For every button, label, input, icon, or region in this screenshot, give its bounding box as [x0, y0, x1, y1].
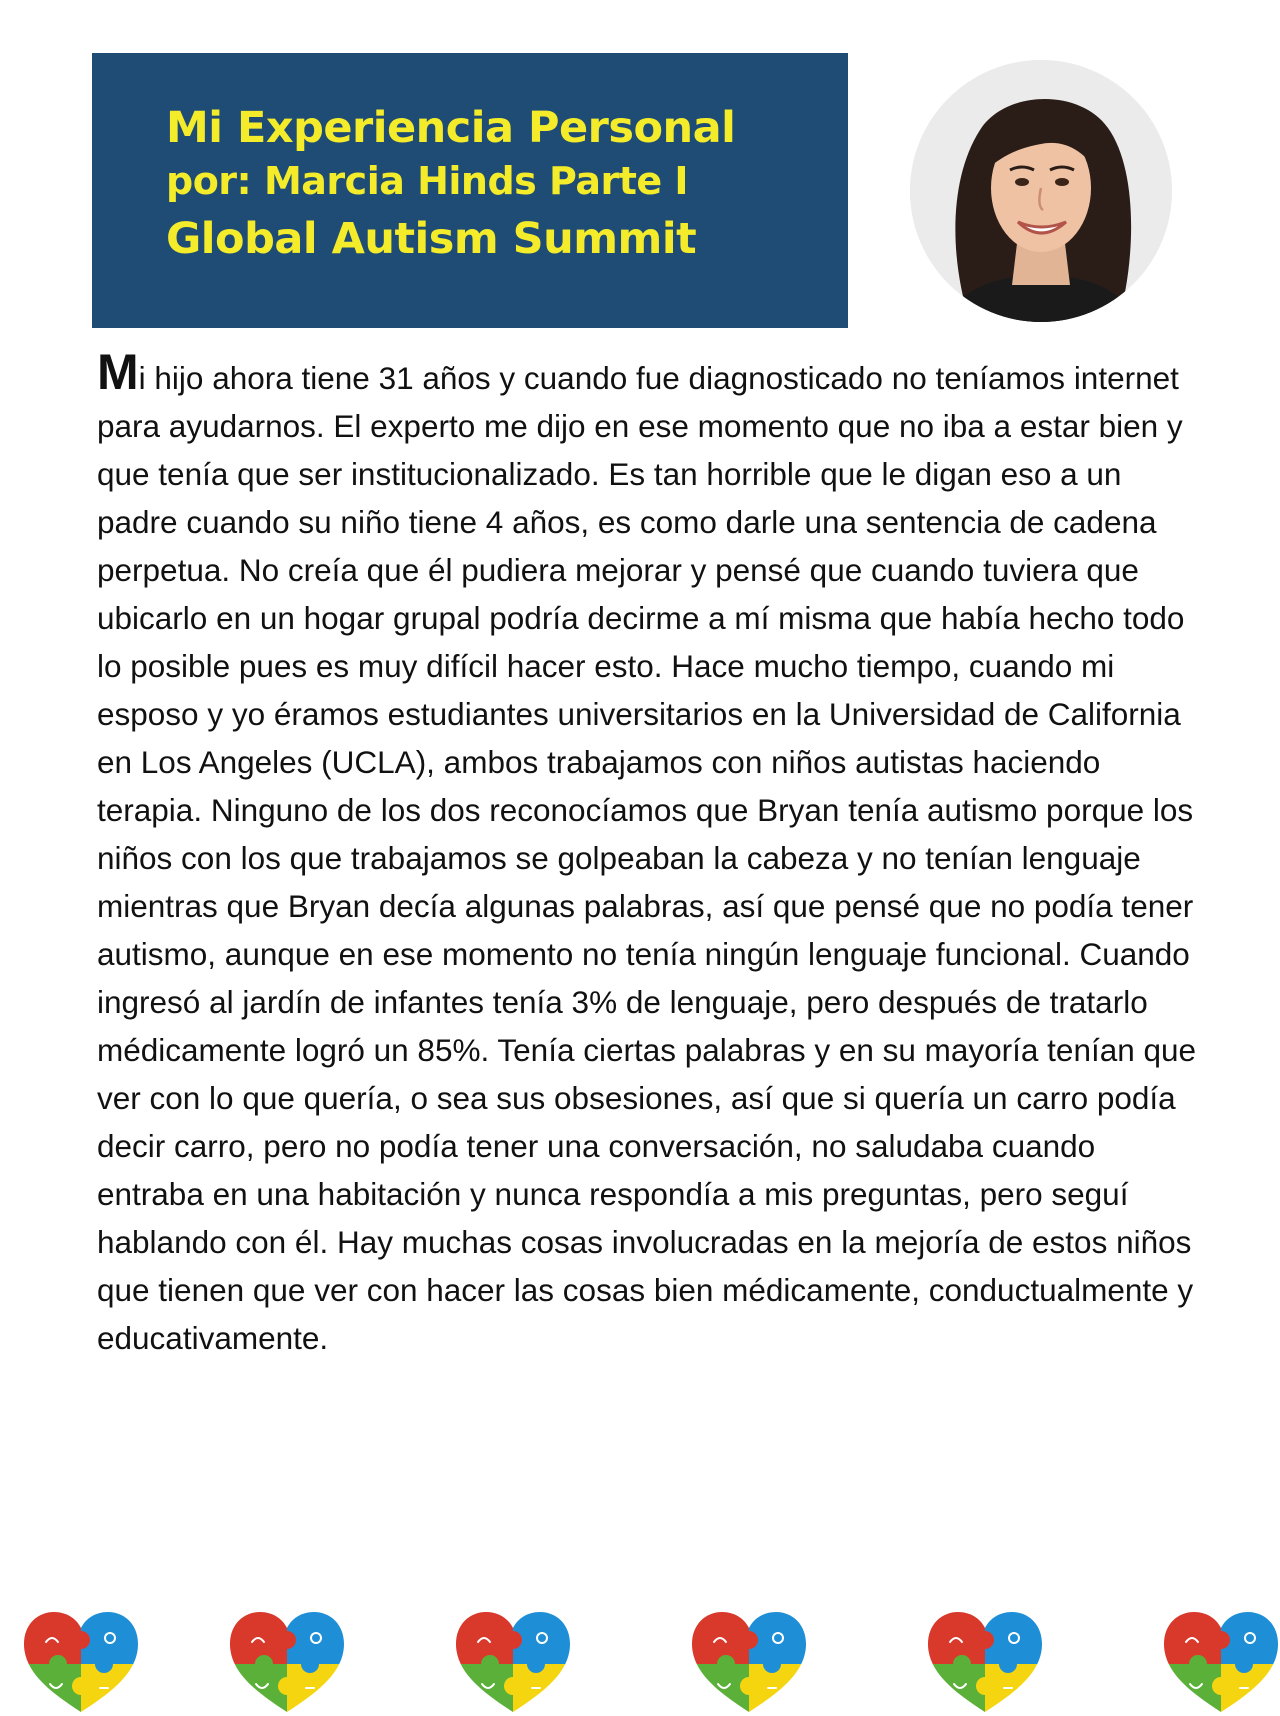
puzzle-heart-icon	[688, 1608, 810, 1716]
puzzle-heart-icon	[226, 1608, 348, 1716]
puzzle-heart-icon	[452, 1608, 574, 1716]
title-line-2-author: por: Marcia Hinds Parte I	[166, 158, 689, 203]
footer-hearts-row	[0, 1602, 1280, 1707]
article-paragraph	[97, 344, 1197, 1362]
title-line-3-event: Global Autism Summit	[166, 214, 697, 265]
author-portrait	[910, 60, 1172, 322]
puzzle-heart-icon	[20, 1608, 142, 1716]
article-text: i hijo ahora tiene 31 años y cuando fue diagnosticado no teníamos internet para ayudarnos. El experto me dijo en ese momento que no iba a estar bien y que tenía que ser institucionalizado. Es tan horrible que le digan eso a un padre cuando su niño tiene 4 años, es como darle una sentencia de cadena perpetua. No creía que él pudiera mejorar y pensé que cuando tuviera que ubicarlo en un hogar grupal podría decirme a mí misma que había hecho todo lo posible pues es muy difícil hacer esto. Hace mucho tiempo, cuando mi esposo y yo éramos estudiantes universitarios en la Universidad de California en Los Angeles (UCLA), ambos trabajamos con niños autistas haciendo terapia. Ninguno de los dos reconocíamos que Bryan tenía autismo porque los niños con los que trabajamos se golpeaban la cabeza y no tenían lenguaje mientras que Bryan decía algunas palabras, así que pensé que no podía tener autismo, aunque en ese momento no tenía ningún lenguaje funcional. Cuando ingresó al jardín de infantes tenía 3% de lenguaje, pero después de tratarlo médicamente logró un 85%. Tenía ciertas palabras y en su mayoría tenían que ver con lo que quería, o sea sus obsesiones, así que si quería un carro podía decir carro, pero no podía tener una conversación, no saludaba cuando entraba en una habitación y nunca respondía a mis preguntas, pero seguí hablando con él. Hay muchas cosas involucradas en la mejoría de estos niños que tienen que ver con hacer las cosas bien médicamente, conductualmente y educativamente.	[97, 360, 1197, 1356]
drop-cap: M	[97, 344, 139, 400]
puzzle-heart-icon	[1160, 1608, 1280, 1716]
header-banner	[92, 53, 848, 328]
article-body	[97, 344, 1197, 1362]
title-line-1: Mi Experiencia Personal	[166, 103, 736, 153]
puzzle-heart-icon	[924, 1608, 1046, 1716]
